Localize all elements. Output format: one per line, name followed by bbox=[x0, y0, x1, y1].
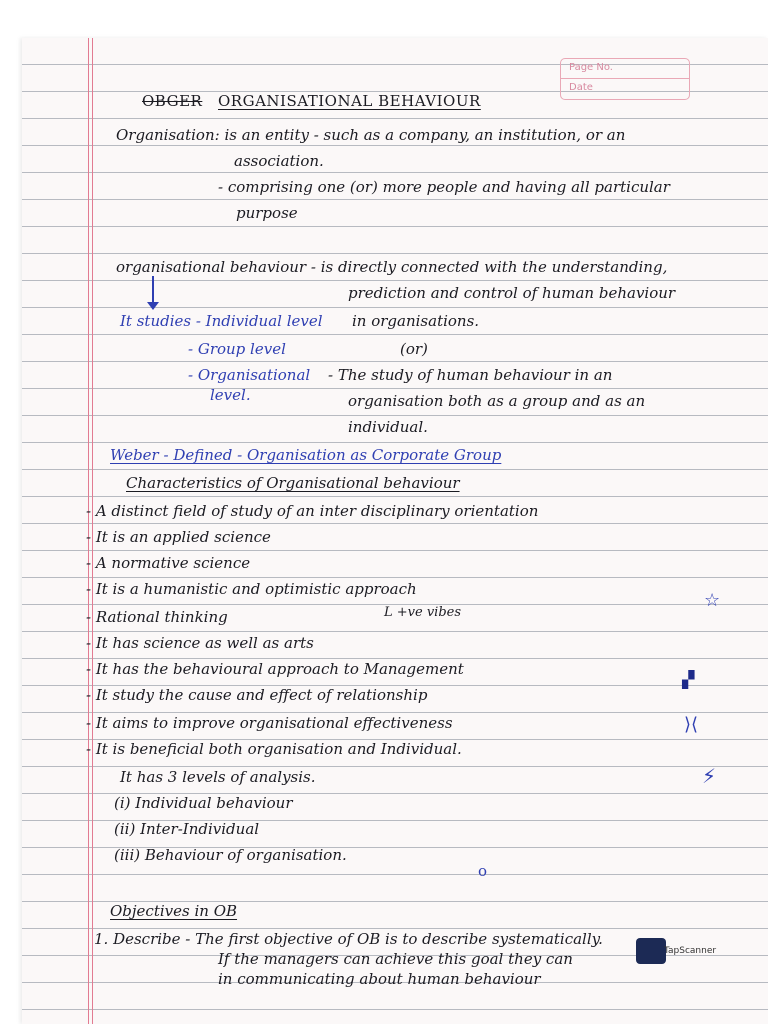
ruled-line bbox=[22, 523, 768, 524]
characteristic-item: - It is an applied science bbox=[86, 528, 271, 546]
analysis-item: (i) Individual behaviour bbox=[114, 794, 293, 812]
characteristic-item: - A normative science bbox=[86, 554, 251, 572]
ruled-line bbox=[22, 415, 768, 416]
characteristic-item: - Rational thinking bbox=[86, 608, 228, 626]
characteristic-item: - It study the cause and effect of relationship bbox=[86, 686, 428, 704]
ruled-line bbox=[22, 658, 768, 659]
ruled-line bbox=[22, 280, 768, 281]
scanner-brand: TapScanner bbox=[664, 946, 717, 956]
characteristic-item: - A distinct field of study of an inter disciplinary orientation bbox=[86, 502, 539, 520]
page-date-box bbox=[560, 58, 690, 100]
analysis-item: (ii) Inter-Individual bbox=[114, 820, 260, 838]
ruled-line bbox=[22, 334, 768, 335]
note-line: - Organisational bbox=[188, 366, 311, 384]
note-line: level. bbox=[210, 386, 251, 404]
note-line: - comprising one (or) more people and having all particular bbox=[218, 178, 670, 196]
ruled-line bbox=[22, 766, 768, 767]
note-line: L +ve vibes bbox=[384, 605, 462, 620]
ruled-line bbox=[22, 118, 768, 119]
notebook-page bbox=[22, 38, 768, 1024]
note-line: It has 3 levels of analysis. bbox=[120, 768, 316, 786]
note-line: - Group level bbox=[188, 340, 286, 358]
note-line: organisational behaviour - is directly connected with the understanding, bbox=[116, 258, 668, 276]
date-label: Date bbox=[569, 82, 593, 93]
section-heading: Characteristics of Organisational behaviour bbox=[126, 474, 460, 492]
ruled-line bbox=[22, 712, 768, 713]
note-line: prediction and control of human behaviour bbox=[348, 284, 676, 302]
ruled-line bbox=[22, 253, 768, 254]
ruled-line bbox=[22, 496, 768, 497]
note-line: 1. Describe - The first objective of OB is to describe systematically. bbox=[94, 930, 603, 948]
note-line: organisation both as a group and as an bbox=[348, 392, 646, 410]
characteristic-item: - It is a humanistic and optimistic approach bbox=[86, 580, 417, 598]
ruled-line bbox=[22, 1009, 768, 1010]
down-arrow-icon bbox=[152, 276, 154, 306]
ruled-line bbox=[22, 442, 768, 443]
ruled-line bbox=[22, 307, 768, 308]
section-heading: Objectives in OB bbox=[110, 902, 238, 920]
analysis-item: (iii) Behaviour of organisation. bbox=[114, 846, 347, 864]
ruled-line bbox=[22, 388, 768, 389]
note-line: If the managers can achieve this goal they can bbox=[218, 950, 573, 968]
scanner-logo-icon bbox=[636, 938, 666, 964]
note-line: in communicating about human behaviour bbox=[218, 970, 541, 988]
characteristic-item: - It is beneficial both organisation and Individual. bbox=[86, 740, 462, 758]
doodle-icon: ⟩⟨ bbox=[684, 714, 699, 735]
characteristic-item: - It has science as well as arts bbox=[86, 634, 314, 652]
struck-title: OBGER bbox=[142, 92, 203, 110]
ruled-line bbox=[22, 874, 768, 875]
note-line: individual. bbox=[348, 418, 428, 436]
note-line: Weber - Defined - Organisation as Corporate Group bbox=[110, 446, 502, 464]
ruled-line bbox=[22, 172, 768, 173]
page-title: ORGANISATIONAL BEHAVIOUR bbox=[218, 92, 481, 110]
doodle-icon: ☆ bbox=[704, 590, 721, 611]
characteristic-item: - It aims to improve organisational effectiveness bbox=[86, 714, 453, 732]
ruled-line bbox=[22, 199, 768, 200]
ruled-line bbox=[22, 361, 768, 362]
page-no-label: Page No. bbox=[569, 62, 613, 73]
doodle-icon: ▞ bbox=[682, 670, 695, 689]
note-line: Organisation: is an entity - such as a company, an institution, or an bbox=[116, 126, 626, 144]
ruled-line bbox=[22, 226, 768, 227]
note-line: (or) bbox=[400, 340, 428, 358]
note-line: in organisations. bbox=[352, 312, 480, 330]
doodle-icon: ⚡ bbox=[702, 764, 717, 788]
characteristic-item: - It has the behavioural approach to Management bbox=[86, 660, 464, 678]
ruled-line bbox=[22, 145, 768, 146]
note-mark: o bbox=[478, 862, 488, 880]
ruled-line bbox=[22, 928, 768, 929]
ruled-line bbox=[22, 577, 768, 578]
note-line: purpose bbox=[236, 204, 298, 222]
ruled-line bbox=[22, 631, 768, 632]
note-line: It studies - Individual level bbox=[120, 312, 323, 330]
note-line: association. bbox=[234, 152, 324, 170]
ruled-line bbox=[22, 469, 768, 470]
ruled-line bbox=[22, 550, 768, 551]
note-line: - The study of human behaviour in an bbox=[328, 366, 613, 384]
